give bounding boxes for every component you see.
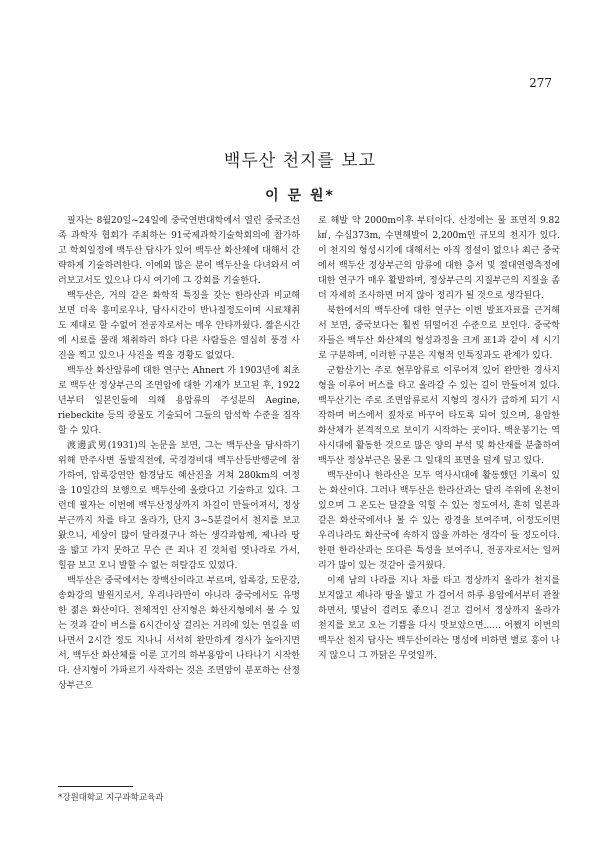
paragraph: 백두산 화산암류에 대한 연구는 Ahnert 가 1903년에 최초로 백두산 정상부근의 조면암에 대한 기재가 보고된 후, 1922년부터 일본인들에 의해 용암류의 주성분의 Aegine, riebeckite 등의 광물도 기술되어 그들의 암석학 수준을 짐작할 수 있다.: [58, 366, 300, 436]
paragraph: 백두산이나 한라산은 모두 역사시대에 활동했던 기록이 있는 화산이다. 그러나 백두산은 한라산과는 달리 주위에 온천이 있으며 그 온도는 달걀을 익힐 수 있는 정도여서, 흔히 일본과 같은 화산국에서나 볼 수 있는 광경을 보여주며, 이정도이면 우리나라도 화산국에 속하지 않을 까하는 생각이 들 정도이다. 한편 한라산과는 또다른 특성을 보여주니, 전공자로서는 일꺼리가 많이 있는 것같아 즐거웠다.: [318, 471, 560, 571]
paragraph: 이제 남의 나라를 지나 차를 타고 정상까지 올라가 천지를 보지않고 제나라 땅을 밟고 가 걸어서 하루 용암에서부터 관찰하면서, 몇날이 걸려도 좋으니 걷고 걸어서 정상까지 올라가 천지를 보고 오는 기쁨을 다시 맛보았으면...... 어쨌지 이번의 백두산 천지 답사는 백두산이라는 명성에 비하면 별로 흥이 나지 않으니 그 까닭은 무엇일까.: [318, 576, 560, 661]
article-title: 백두산 천지를 보고: [223, 151, 377, 171]
paragraph: 북한에서의 백두산에 대한 연구는 이번 발표자료를 근거해서 보면, 중국보다는 훨씬 뒤떨어진 수준으로 보인다. 중국학자들은 백두산 화산체의 형성과정을 크게 표1과 같이 세 시기로 구분하며, 이러한 구분은 지형적 인특징과도 관계가 있다.: [318, 306, 560, 361]
paragraph: 필자는 8월20일~24일에 중국연변대학에서 열린 중국조선족 과학자 협회가 주최하는 91국제과학기술학회의에 참가하고 학회일정에 백두산 답사가 있어 백두산 화산체에 대해서 간략하게 기술하려한다. 이에외 많은 분이 백두산을 다녀와서 여러보고서도 있으나 다시 여기에 그 강회를 기술한다.: [58, 216, 300, 286]
paragraph: 백두산은, 거의 같은 화학적 특징을 갖는 한라산과 비교해 보면 더욱 흥미로우나, 답사시간이 반나절정도이며 시료채취도 제대로 할 수없어 전공자로서는 매우 안타까웠다. 짧은시간에 시료를 몰래 채취하러 하다 다른 사람들은 열심히 풍경 사진을 찍고 있으나 사진을 찍을 경황도 없었다.: [58, 291, 300, 361]
left-column: [58, 214, 300, 694]
paragraph: 渡邊武男(1931)의 논문을 보면, 그는 백두산을 답사하기 위해 만주사변 돌발직전에, 국경경비대 백두산등반행군에 참가하여, 압록강연안 함경남도 혜산진을 거쳐 280km의 여정을 10일간의 보행으로 백두산에 올랐다고 기술하고 있다. 그런데 필자는 이번에 백두산정상까지 차길이 만들어져서, 정상부근까지 차를 타고 올라가, 단지 3~5분걸어서 천지를 보고 왔으니, 세상이 많이 달라졌구나 하는 생각과함께, 제나라 땅을 밟고 가지 못하고 무슨 큰 죄나 진 것처럼 엿나라로 가서, 힐끔 보고 오니 발할 수 없는 허탈감도 있었다.: [58, 441, 300, 571]
page-number: 277: [529, 76, 552, 90]
paragraph: 군함산기는 주로 현무암류로 이루어져 있어 완만한 경사지형을 이루어 버스를 타고 올라갈 수 있는 길이 만들어져 있다. 백두산기는 주로 조면암류로서 지형의 경사가 급하게 되기 시작하며 버스에서 짚차로 바꾸어 타도록 되어 있으며, 용암한 화산체가 본격적으로 보이기 시작하는 곳이다. 백운봉기는 역사시대에 활동한 것으로 많은 양의 부석 및 화산재를 분출하여 백두산 정상부근은 물론 그 일대의 표면을 덮게 덮고 있다.: [318, 366, 560, 466]
paragraph: 로 해발 약 2000m이후 부터이다. 산정에는 물 표면적 9.82㎢, 수심373m, 수면해발이 2,200m인 규모의 천지가 있다. 이 천지의 형성시기에 대해서는 아직 정설이 없으나 최근 중국에서 백두산 정상부근의 암류에 대한 층서 및 절대연령측정에 대한 연구가 매우 활발하며, 정상부근의 지질부근의 지질을 좀더 자세히 조사하면 머지 않아 정리가 될 것으로 생각된다.: [318, 216, 560, 301]
footnote-divider: [58, 786, 133, 787]
footnote: *강원대학교 지구과학교육과: [58, 793, 164, 803]
paragraph: 백두산은 중국에서는 장백산이라고 부르며, 압록강, 도문강, 송화강의 발원지로서, 우리나라만이 아니라 중국에서도 유명한 젊은 화산이다. 전체적인 산지형은 화산지형에서 볼 수 있는 것과 같이 버스를 6시간이상 걸리는 거리에 있는 연길을 떠나면서 2시간 정도 지나니 서서히 완만하게 경사가 높아지면서, 백두산 화산체를 이룬 고기의 하부용암이 나타나기 시작한다. 산지형이 가파르기 사작하는 것은 조면암이 분포하는 산정상부근으: [58, 576, 300, 691]
author-name: 이 문 원*: [265, 188, 335, 204]
right-column: [318, 214, 560, 664]
